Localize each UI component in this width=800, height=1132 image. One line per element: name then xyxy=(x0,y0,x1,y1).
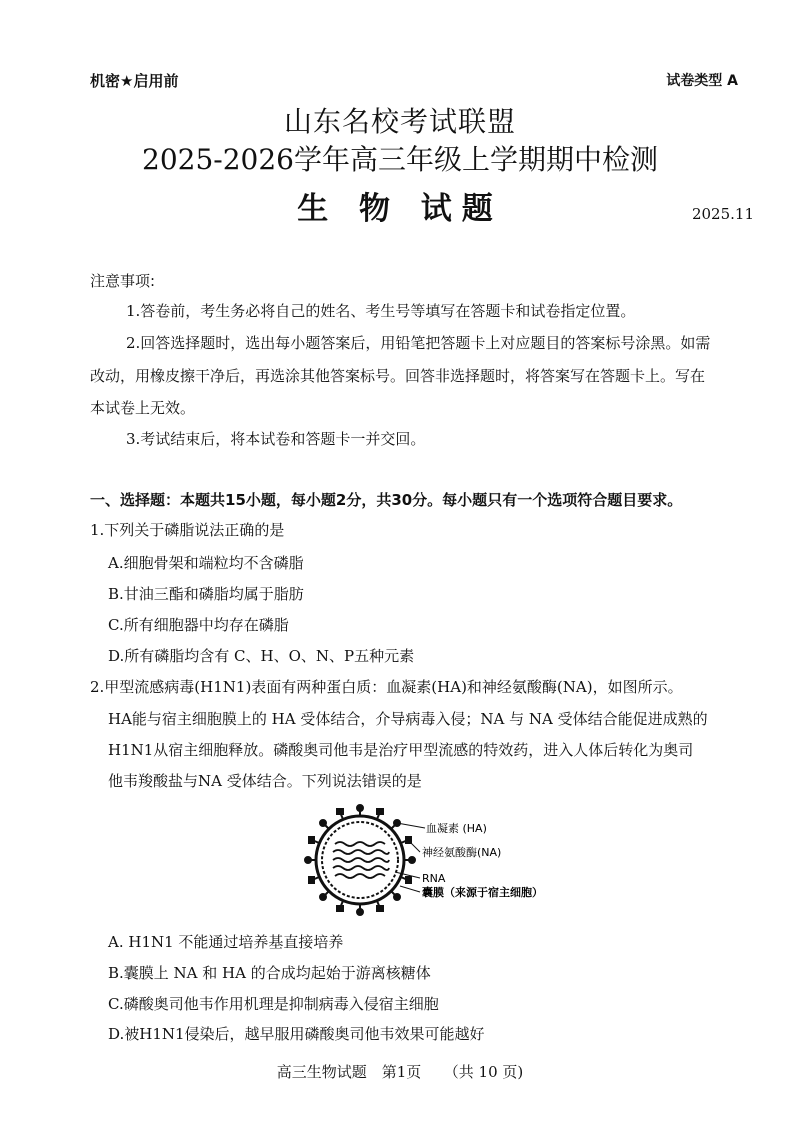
q1-option-d: D.所有磷脂均含有 C、H、O、N、P五种元素 xyxy=(108,647,415,665)
note-2-line-2: 改动，用橡皮擦干净后，再选涂其他答案标号。回答非选择题时，将答案写在答题卡上。写在 xyxy=(90,367,706,385)
exam-term-title: 2025-2026学年高三年级上学期期中检测 xyxy=(142,143,658,176)
q2-option-c: C.磷酸奥司他韦作用机理是抑制病毒入侵宿主细胞 xyxy=(108,995,439,1013)
q2-stem-line-4: 他韦羧酸盐与NA 受体结合。下列说法错误的是 xyxy=(108,772,422,790)
label-envelope: 囊膜（来源于宿主细胞） xyxy=(422,886,543,899)
note-2-line-3: 本试卷上无效。 xyxy=(90,399,196,417)
q2-option-d: D.被H1N1侵染后，越早服用磷酸奥司他韦效果可能越好 xyxy=(108,1025,485,1043)
note-3: 3.考试结束后，将本试卷和答题卡一并交回。 xyxy=(126,430,426,448)
q2-stem-line-2: HA能与宿主细胞膜上的 HA 受体结合，介导病毒入侵；NA 与 NA 受体结合能促进成熟的 xyxy=(108,710,708,728)
q1-option-a: A.细胞骨架和端粒均不含磷脂 xyxy=(108,554,304,572)
label-rna: RNA xyxy=(422,872,446,885)
q2-option-a: A. H1N1 不能通过培养基直接培养 xyxy=(108,933,344,951)
q2-stem-line-1: 2.甲型流感病毒(H1N1)表面有两种蛋白质：血凝素(HA)和神经氨酸酶(NA)，如图所示。 xyxy=(90,678,683,696)
q1-option-b: B.甘油三酯和磷脂均属于脂肪 xyxy=(108,585,304,603)
q2-stem-line-3: H1N1从宿主细胞释放。磷酸奥司他韦是治疗甲型流感的特效药，进入人体后转化为奥司 xyxy=(108,741,694,759)
subject-title: 生 物 试题 xyxy=(297,191,503,227)
page-footer: 高三生物试题 第1页 （共 10 页) xyxy=(276,1063,524,1081)
virus-figure xyxy=(300,800,580,920)
note-1: 1.答卷前，考生务必将自己的姓名、考生号等填写在答题卡和试卷指定位置。 xyxy=(126,302,636,320)
q1-option-c: C.所有细胞器中均存在磷脂 xyxy=(108,616,289,634)
q2-option-b: B.囊膜上 NA 和 HA 的合成均起始于游离核糖体 xyxy=(108,964,431,982)
influenza-virus-diagram xyxy=(300,800,580,920)
exam-alliance-title: 山东名校考试联盟 xyxy=(283,105,516,138)
label-na: 神经氨酸酶(NA) xyxy=(422,846,502,859)
section-1-heading: 一、选择题：本题共15小题，每小题2分，共30分。每小题只有一个选项符合题目要求。 xyxy=(90,491,683,509)
note-2-line-1: 2.回答选择题时，选出每小题答案后，用铅笔把答题卡上对应题目的答案标号涂黑。如需 xyxy=(126,334,711,352)
paper-type-label: 试卷类型 A xyxy=(666,73,738,89)
notes-heading: 注意事项: xyxy=(90,272,156,290)
label-ha: 血凝素 (HA) xyxy=(426,822,487,835)
exam-date: 2025.11 xyxy=(691,205,754,223)
q1-stem: 1.下列关于磷脂说法正确的是 xyxy=(90,521,285,539)
confidential-label: 机密★启用前 xyxy=(90,72,179,90)
